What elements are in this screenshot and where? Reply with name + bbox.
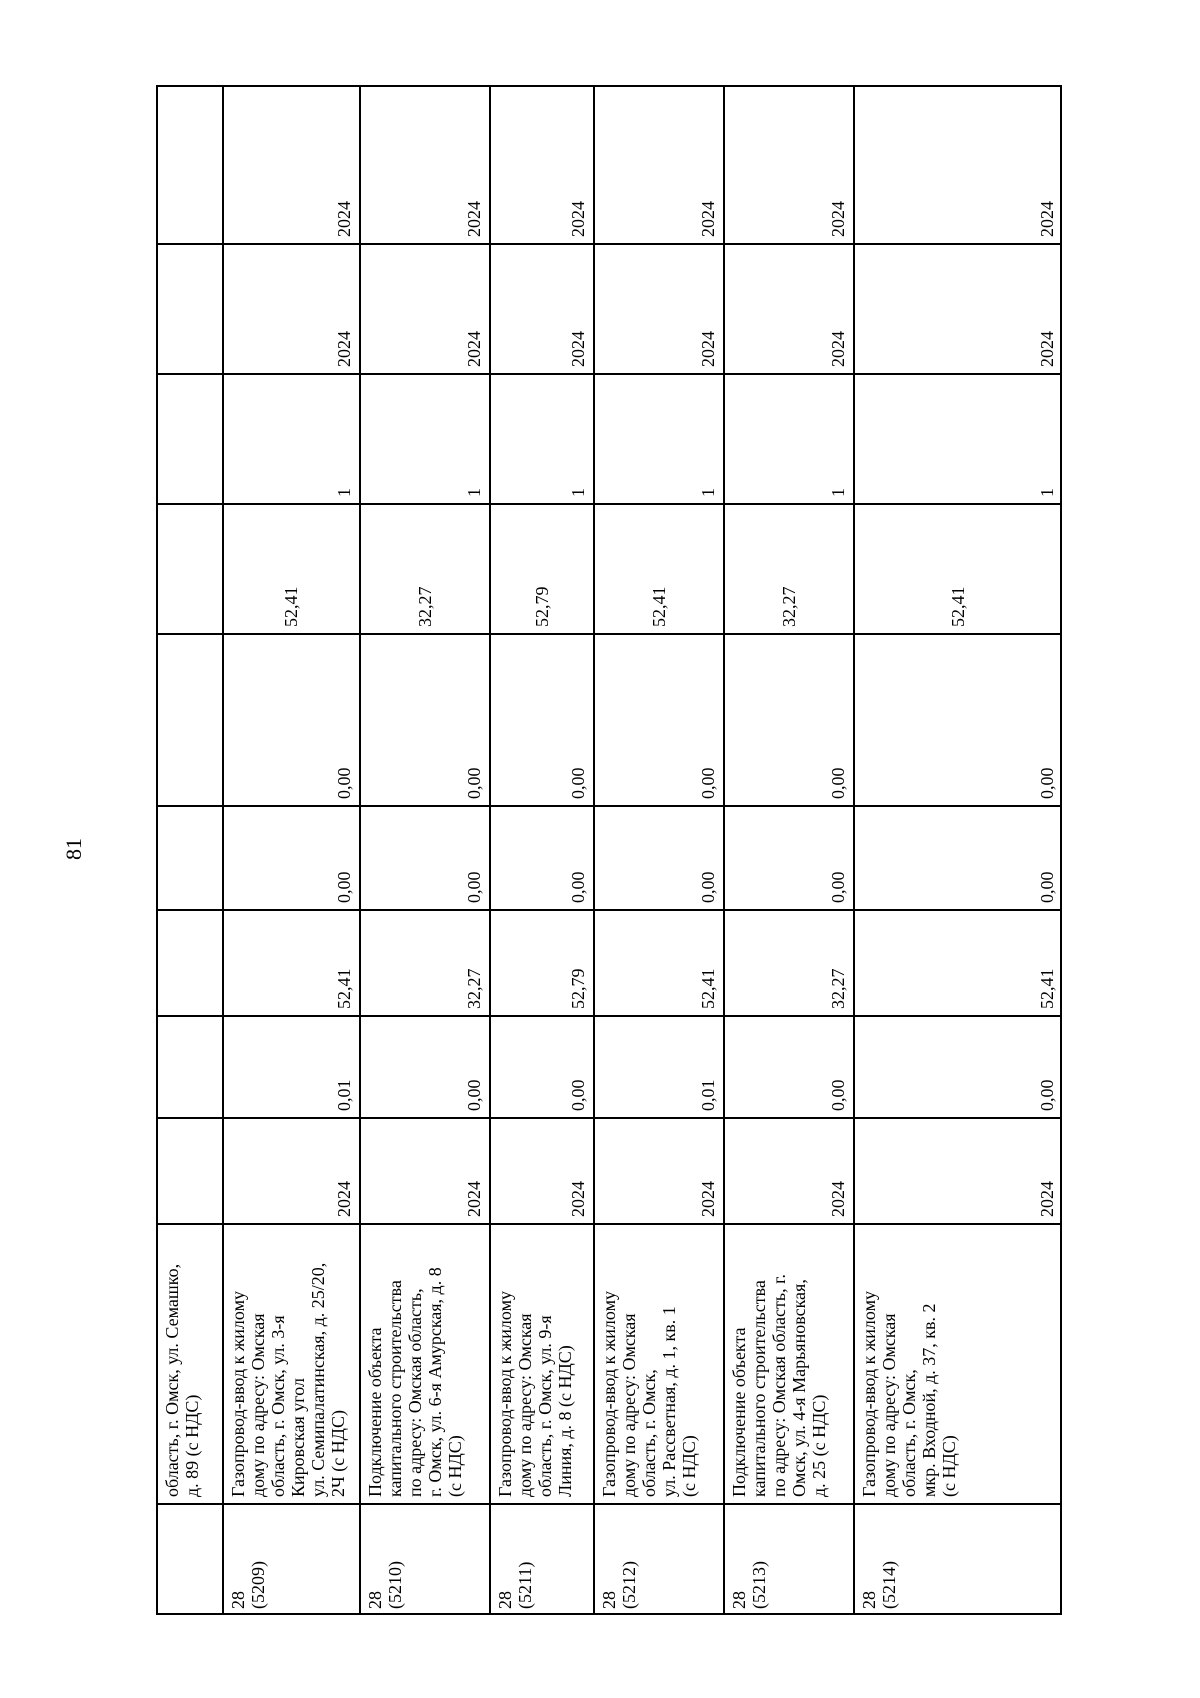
code-cell-text: 28 (5210) [365,1561,405,1609]
year-a-cell-text: 2024 [828,331,848,367]
value-2-cell [224,911,359,1015]
year-start-cell [855,1119,1062,1223]
code-cell [361,1505,489,1615]
code-cell-text: 28 (5209) [228,1561,268,1609]
value-2-cell-text: 52,41 [334,968,354,1009]
code-cell [855,1505,1062,1615]
code-cell-text: 28 (5214) [859,1561,899,1609]
value-6-cell-text: 1 [568,488,588,497]
value-6-cell [855,375,1062,503]
value-5-cell-text: 32,27 [778,586,799,627]
year-start-cell-text: 2024 [1037,1181,1057,1217]
name-cell-text: Газопровод-ввод к жилому дому по адресу: Омская область, г. Омск, мкр. Входной, д. 37, кв. 2 (с НДС) [859,1291,959,1497]
year-a-cell [595,245,723,373]
value-1-cell [158,1017,222,1117]
value-6-cell-text: 1 [1037,488,1057,497]
page-number: 81 [61,838,86,860]
name-cell [491,1225,593,1503]
year-b-cell-text: 2024 [1037,201,1057,237]
value-3-cell [158,807,222,909]
value-1-cell [855,1017,1062,1117]
value-5-cell-text: 32,27 [414,586,435,627]
value-3-cell [595,807,723,909]
value-3-cell-text: 0,00 [464,871,484,903]
year-start-cell [224,1119,359,1223]
value-2-cell [158,911,222,1015]
name-cell-text: Подключение объекта капитального строительства по адресу: Омская область, г. Омск, ул. 6-я Амурская, д. 8 (с НДС) [365,1267,465,1497]
value-1-cell [491,1017,593,1117]
value-5-cell [224,505,359,633]
value-2-cell-text: 32,27 [828,968,848,1009]
value-5-cell [491,505,593,633]
year-b-cell [855,87,1062,243]
code-cell [224,1505,359,1615]
name-cell [855,1225,1062,1503]
value-3-cell-text: 0,00 [568,871,588,903]
year-a-cell-text: 2024 [334,331,354,367]
value-1-cell [361,1017,489,1117]
value-6-cell-text: 1 [334,488,354,497]
value-4-cell-text: 0,00 [334,767,354,799]
value-3-cell [361,807,489,909]
value-2-cell [725,911,853,1015]
value-5-cell [855,505,1062,633]
value-4-cell-text: 0,00 [568,767,588,799]
year-b-cell-text: 2024 [334,201,354,237]
code-cell [725,1505,853,1615]
value-2-cell-text: 52,41 [1037,968,1057,1009]
value-6-cell-text: 1 [828,488,848,497]
code-cell [595,1505,723,1615]
name-cell [595,1225,723,1503]
value-1-cell-text: 0,00 [568,1079,588,1111]
code-cell-text: 28 (5213) [729,1561,769,1609]
value-4-cell [224,635,359,805]
value-6-cell [361,375,489,503]
year-start-cell-text: 2024 [464,1181,484,1217]
value-3-cell-text: 0,00 [1037,871,1057,903]
code-cell-text: 28 (5211) [495,1561,535,1609]
code-cell-text: 28 (5212) [599,1561,639,1609]
name-cell [224,1225,359,1503]
year-start-cell-text: 2024 [334,1181,354,1217]
value-6-cell [725,375,853,503]
year-b-cell [224,87,359,243]
value-4-cell [855,635,1062,805]
data-table [156,85,1062,1615]
value-4-cell [595,635,723,805]
value-1-cell [224,1017,359,1117]
name-cell [361,1225,489,1503]
year-b-cell [361,87,489,243]
value-4-cell [361,635,489,805]
value-3-cell-text: 0,00 [698,871,718,903]
value-5-cell [361,505,489,633]
year-start-cell [361,1119,489,1223]
year-b-cell-text: 2024 [568,201,588,237]
year-start-cell [725,1119,853,1223]
value-4-cell-text: 0,00 [1037,767,1057,799]
value-6-cell-text: 1 [464,488,484,497]
value-6-cell [224,375,359,503]
year-a-cell [725,245,853,373]
value-6-cell [491,375,593,503]
year-b-cell [595,87,723,243]
year-a-cell [224,245,359,373]
value-1-cell [725,1017,853,1117]
value-3-cell [725,807,853,909]
year-b-cell [725,87,853,243]
value-5-cell-text: 52,41 [948,586,968,627]
name-cell [158,1225,222,1503]
name-cell-text: Газопровод-ввод к жилому дому по адресу: Омская область, г. Омск, ул. Рассветная, д. 1, кв. 1 (с НДС) [599,1291,699,1497]
value-2-cell-text: 52,41 [698,968,718,1009]
value-3-cell [491,807,593,909]
value-6-cell-text: 1 [698,488,718,497]
value-4-cell [491,635,593,805]
name-cell-text: Газопровод-ввод к жилому дому по адресу: Омская область, г. Омск, ул. 3-я Кировская угол ул. Семипалатинская, д. 25/20, 2Ч (с НДС) [228,1262,348,1497]
name-cell-text: Подключение объекта капитального строительства по адресу: Омская область, г. Омск, ул. 4-я Марьяновская, д. 25 (с НДС) [729,1274,829,1497]
value-1-cell-text: 0,01 [334,1079,354,1111]
code-cell [491,1505,593,1615]
year-start-cell [595,1119,723,1223]
year-b-cell [491,87,593,243]
year-start-cell-text: 2024 [828,1181,848,1217]
value-2-cell-text: 32,27 [464,968,484,1009]
value-1-cell-text: 0,00 [828,1079,848,1111]
value-5-cell-text: 52,79 [531,586,552,627]
value-3-cell-text: 0,00 [828,871,848,903]
value-2-cell [491,911,593,1015]
value-5-cell-text: 52,41 [648,586,669,627]
value-4-cell-text: 0,00 [698,767,718,799]
year-b-cell-text: 2024 [464,201,484,237]
year-b-cell [158,87,222,243]
year-start-cell-text: 2024 [568,1181,588,1217]
year-a-cell [158,245,222,373]
value-1-cell [595,1017,723,1117]
year-start-cell-text: 2024 [698,1181,718,1217]
year-b-cell-text: 2024 [698,201,718,237]
value-2-cell [595,911,723,1015]
year-a-cell-text: 2024 [1037,331,1057,367]
name-cell-text: Газопровод-ввод к жилому дому по адресу: Омская область, г. Омск, ул. 9-я Линия, д. 8 (с НДС) [495,1291,575,1497]
value-5-cell [725,505,853,633]
value-3-cell [855,807,1062,909]
year-a-cell [491,245,593,373]
name-cell-text: область, г. Омск, ул. Семашко, д. 89 (с НДС) [162,1263,202,1497]
year-a-cell-text: 2024 [568,331,588,367]
year-a-cell-text: 2024 [464,331,484,367]
year-start-cell [158,1119,222,1223]
year-start-cell [491,1119,593,1223]
value-3-cell [224,807,359,909]
year-a-cell-text: 2024 [698,331,718,367]
value-1-cell-text: 0,00 [464,1079,484,1111]
value-5-cell [158,505,222,633]
value-4-cell-text: 0,00 [464,767,484,799]
value-1-cell-text: 0,01 [698,1079,718,1111]
value-4-cell [725,635,853,805]
value-4-cell [158,635,222,805]
value-6-cell [595,375,723,503]
value-4-cell-text: 0,00 [828,767,848,799]
value-5-cell-text: 52,41 [281,586,301,627]
code-cell [158,1505,222,1615]
value-6-cell [158,375,222,503]
value-1-cell-text: 0,00 [1037,1079,1057,1111]
value-5-cell [595,505,723,633]
year-a-cell [361,245,489,373]
value-2-cell [855,911,1062,1015]
name-cell [725,1225,853,1503]
value-3-cell-text: 0,00 [334,871,354,903]
year-b-cell-text: 2024 [828,201,848,237]
value-2-cell [361,911,489,1015]
value-2-cell-text: 52,79 [568,968,588,1009]
year-a-cell [855,245,1062,373]
